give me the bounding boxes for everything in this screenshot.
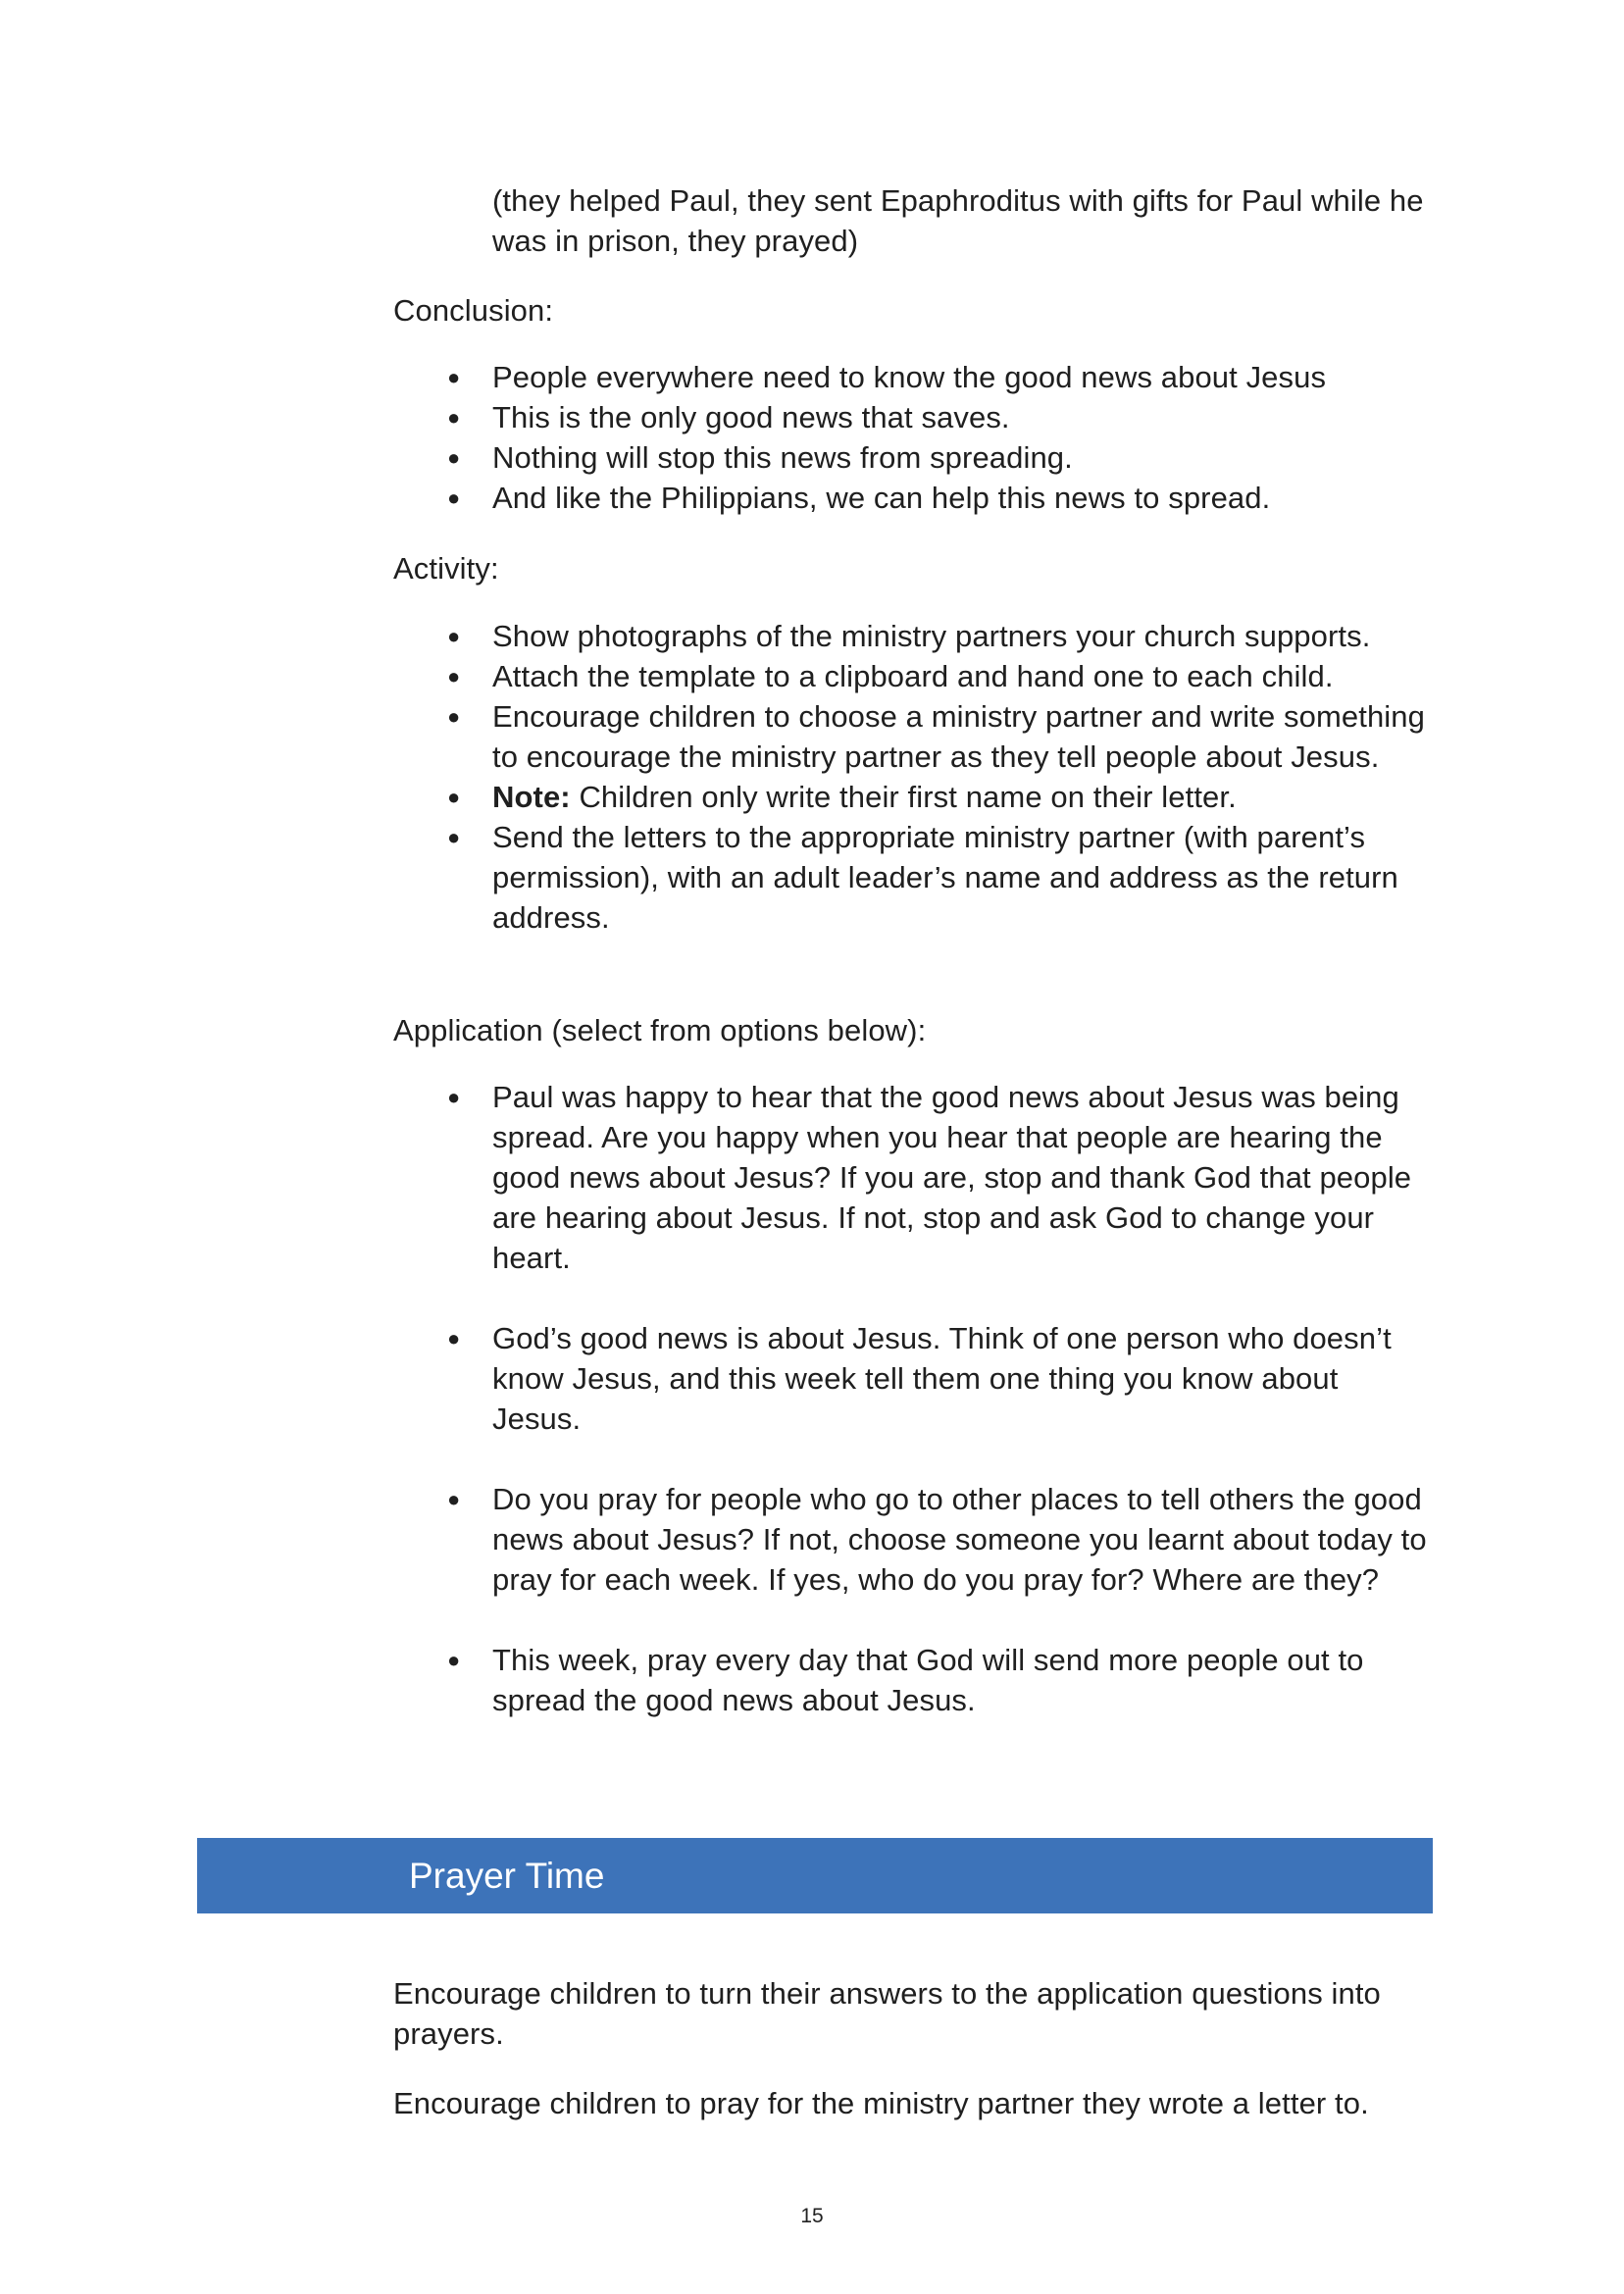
prayer-paragraph: Encourage children to pray for the ministry partner they wrote a letter to. <box>393 2086 1369 2120</box>
list-item-text: Nothing will stop this news from spreading. <box>492 440 1073 475</box>
conclusion-list <box>0 357 1624 518</box>
section-banner <box>197 1838 1433 1913</box>
list-item <box>0 397 1434 437</box>
activity-label: Activity: <box>393 551 499 586</box>
list-item-text: Children only write their first name on their letter. <box>579 780 1237 814</box>
conclusion-label: Conclusion: <box>393 293 554 328</box>
activity-list <box>0 616 1624 938</box>
section-title: Prayer Time <box>409 1856 605 1896</box>
list-item <box>0 696 1434 777</box>
bullet-icon: ● <box>447 405 461 430</box>
list-item-text: God’s good news is about Jesus. Think of one person who doesn’t know Jesus, and this week tell them one thing you know about Jesus. <box>492 1321 1392 1436</box>
bullet-icon: ● <box>447 825 461 849</box>
list-item <box>0 817 1434 938</box>
list-item <box>0 1640 1434 1720</box>
bullet-icon: ● <box>447 485 461 510</box>
list-item-text: This week, pray every day that God will send more people out to spread the good news about Jesus. <box>492 1643 1364 1717</box>
list-item <box>0 1479 1434 1600</box>
prayer-paragraph: Encourage children to turn their answers to the application questions into prayers. <box>393 1976 1381 2051</box>
list-item-text: Paul was happy to hear that the good news about Jesus was being spread. Are you happy when you hear that people are hearing the good news about Jesus? If you are, stop and thank God that people are hearing about Jesus. If not, stop and ask God to change your heart. <box>492 1080 1412 1275</box>
list-item <box>0 357 1434 397</box>
bullet-icon: ● <box>447 1648 461 1672</box>
list-item-text: Do you pray for people who go to other places to tell others the good news about Jesus? If not, choose someone you learnt about today to pray for each week. If yes, who do you pray for? Where are they? <box>492 1482 1427 1597</box>
note-label: Note: <box>492 780 580 814</box>
list-item <box>0 478 1434 518</box>
list-item <box>0 1318 1434 1439</box>
bullet-icon: ● <box>447 624 461 648</box>
page-number: 15 <box>800 2205 824 2227</box>
application-label: Application (select from options below): <box>393 1013 927 1047</box>
list-item <box>0 437 1434 478</box>
list-item <box>0 1077 1434 1278</box>
bullet-icon: ● <box>447 664 461 688</box>
application-list <box>0 1077 1624 1720</box>
list-item-text: People everywhere need to know the good news about Jesus <box>492 360 1327 394</box>
bullet-icon: ● <box>447 1085 461 1109</box>
bullet-icon: ● <box>447 1326 461 1351</box>
list-item-text: Encourage children to choose a ministry partner and write something to encourage the ministry partner as they tell people about Jesus. <box>492 699 1425 774</box>
bullet-icon: ● <box>447 365 461 389</box>
bullet-icon: ● <box>447 1487 461 1511</box>
bullet-icon: ● <box>447 445 461 470</box>
list-item <box>0 616 1434 656</box>
intro-continuation: (they helped Paul, they sent Epaphroditus with gifts for Paul while he was in prison, they prayed) <box>492 183 1424 258</box>
list-item-text: Send the letters to the appropriate ministry partner (with parent’s permission), with an adult leader’s name and address as the return address. <box>492 820 1398 935</box>
list-item <box>0 656 1434 696</box>
list-item-text: Attach the template to a clipboard and hand one to each child. <box>492 659 1334 693</box>
bullet-icon: ● <box>447 785 461 809</box>
list-item-text: And like the Philippians, we can help this news to spread. <box>492 481 1271 515</box>
bullet-icon: ● <box>447 704 461 729</box>
list-item-text: This is the only good news that saves. <box>492 400 1010 434</box>
list-item <box>0 777 1434 817</box>
list-item-text: Show photographs of the ministry partners your church supports. <box>492 619 1371 653</box>
